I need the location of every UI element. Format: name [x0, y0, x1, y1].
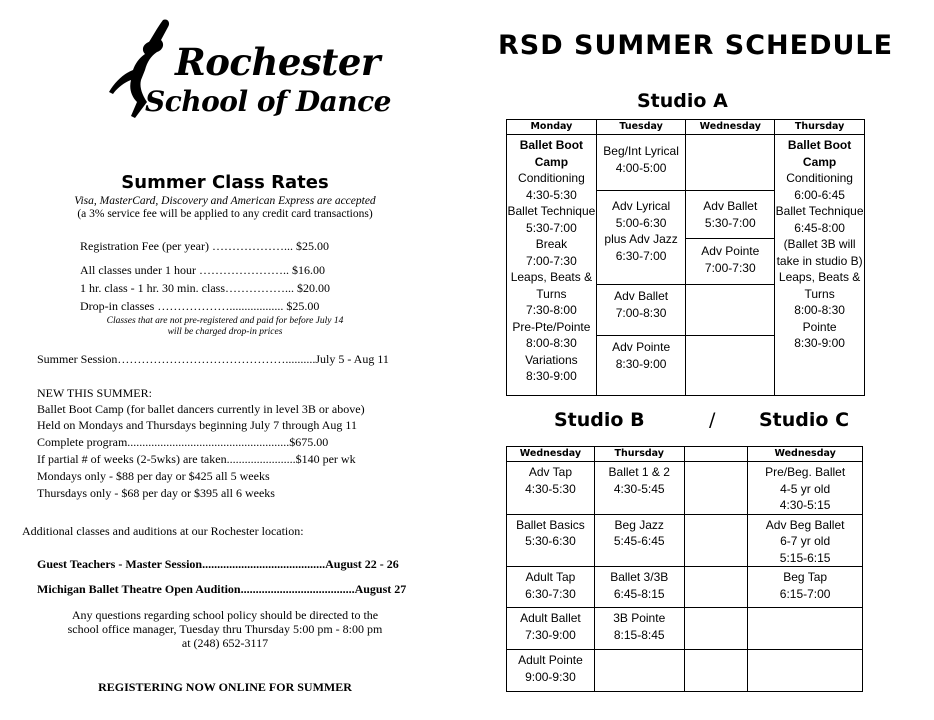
- questions-line2: school office manager, Tuesday thru Thursday 5:00 pm - 8:00 pm: [67, 622, 383, 636]
- studio-bc-table: [506, 446, 863, 692]
- class-line: Adv Ballet: [614, 289, 669, 303]
- bc-cell: [507, 514, 595, 567]
- rates-card-note: Visa, MasterCard, Discovery and American Express are accepted: [74, 195, 376, 207]
- class-line: Pointe: [802, 319, 837, 334]
- additional-classes: Additional classes and auditions at our Rochester location:: [22, 524, 304, 538]
- class-line: Beg/Int Lyrical: [603, 144, 679, 158]
- class-line: Adult Pointe: [518, 653, 583, 667]
- studio-a-table: [506, 119, 865, 396]
- class-line: Adv Beg Ballet: [765, 517, 845, 532]
- header-tuesday: Tuesday: [596, 120, 686, 135]
- class-line: 3B Pointe: [613, 611, 666, 625]
- studio-separator: /: [709, 409, 716, 431]
- header-thursday: Thursday: [775, 120, 865, 135]
- class-line: Ballet Basics: [516, 517, 585, 532]
- class-line: take in studio B): [776, 253, 863, 268]
- class-line: Camp: [534, 154, 569, 169]
- header-wednesday: Wednesday: [686, 120, 775, 135]
- bc-cell: [594, 608, 684, 650]
- studio-a-heading: Studio A: [637, 90, 728, 112]
- rate-under-hour: All classes under 1 hour ………………….. $16.00: [80, 263, 325, 277]
- bc-cell: [507, 650, 595, 692]
- class-line: 6-7 yr old: [780, 534, 831, 548]
- class-line: 7:00-7:30: [704, 260, 756, 275]
- class-line: Conditioning: [518, 171, 585, 185]
- new-summer-heading: NEW THIS SUMMER:: [37, 386, 152, 400]
- rate-registration: Registration Fee (per year) ………………... $25.00: [80, 239, 329, 253]
- class-line: 5:00-6:30: [615, 215, 667, 230]
- new-summer-line: Mondays only - $88 per day or $425 all 5 weeks: [37, 469, 270, 483]
- questions-line3: at (248) 652-3117: [181, 636, 269, 650]
- rates-title: Summer Class Rates: [121, 172, 329, 193]
- questions-line1: Any questions regarding school policy should be directed to the: [71, 608, 379, 622]
- class-line: 6:30-7:00: [615, 248, 667, 263]
- class-line: (Ballet 3B will: [783, 237, 856, 251]
- class-line: 7:30-8:00: [526, 303, 577, 317]
- class-line: plus Adv Jazz: [604, 232, 678, 246]
- class-line: 5:30-7:00: [526, 220, 577, 235]
- class-line: 4:30-5:30: [526, 187, 577, 202]
- rates-fee-note: (a 3% service fee will be applied to any credit card transactions): [77, 208, 373, 220]
- wednesday-cell: [686, 285, 775, 336]
- summer-session: Summer Session……………………………………..........July 5 - Aug 11: [37, 352, 389, 366]
- class-line: 5:30-7:00: [704, 215, 756, 230]
- bc-cell: [684, 514, 748, 567]
- class-line: Conditioning: [786, 171, 853, 185]
- class-line: 8:00-8:30: [526, 336, 577, 350]
- class-line: Break: [535, 237, 568, 251]
- class-line: Ballet Boot: [519, 138, 584, 152]
- header-wednesday: Wednesday: [507, 447, 595, 462]
- rates-note-line1: Classes that are not pre-registered and paid for before July 14: [106, 316, 344, 326]
- class-line: Beg Tap: [783, 570, 828, 584]
- class-line: Adv Ballet: [703, 199, 758, 213]
- class-line: 4:30-5:30: [525, 481, 576, 496]
- header-thursday: Thursday: [594, 447, 684, 462]
- class-line: 8:15-8:45: [613, 627, 665, 642]
- class-line: Pre/Beg. Ballet: [765, 465, 846, 479]
- right-panel: [470, 0, 934, 720]
- bc-cell: [594, 567, 684, 608]
- class-line: 6:30-7:30: [525, 586, 576, 601]
- class-line: Ballet Boot: [787, 138, 852, 152]
- class-line: Variations: [525, 352, 578, 367]
- bc-cell: [507, 567, 595, 608]
- class-line: 4:30-5:15: [779, 498, 831, 512]
- class-line: Pre-Pte/Pointe: [512, 319, 591, 334]
- logo-text-line1: Rochester: [175, 40, 380, 84]
- bc-cell: [594, 514, 684, 567]
- new-summer-line: If partial # of weeks (2-5wks) are taken.......................$140 per wk: [37, 452, 356, 466]
- bc-cell: [594, 462, 684, 515]
- schedule-title: RSD SUMMER SCHEDULE: [498, 30, 894, 61]
- tuesday-cell: [596, 135, 686, 191]
- class-line: Ballet 1 & 2: [608, 465, 670, 479]
- school-logo: [105, 18, 395, 128]
- bc-cell: [507, 608, 595, 650]
- bc-cell: [684, 650, 748, 692]
- class-line: 8:30-9:00: [615, 356, 667, 371]
- wednesday-cell: [686, 191, 775, 239]
- bc-cell: [748, 608, 863, 650]
- registering-banner: REGISTERING NOW ONLINE FOR SUMMER: [98, 680, 352, 694]
- class-line: 7:30-9:00: [525, 627, 576, 642]
- class-line: Ballet Technique: [775, 204, 864, 218]
- class-line: 6:45-8:15: [613, 586, 665, 601]
- bc-cell: [684, 567, 748, 608]
- class-line: 5:30-6:30: [525, 534, 576, 548]
- bc-cell: [684, 462, 748, 515]
- class-line: Adv Lyrical: [611, 199, 671, 213]
- guest-teachers: Guest Teachers - Master Session.........................................August 22 - 26: [37, 557, 399, 571]
- class-line: Adult Ballet: [520, 611, 581, 625]
- new-summer-line: Ballet Boot Camp (for ballet dancers currently in level 3B or above): [37, 402, 365, 416]
- wednesday-cell: [686, 135, 775, 191]
- bc-cell: [748, 567, 863, 608]
- bc-cell: [748, 514, 863, 567]
- class-line: 6:45-8:00: [794, 220, 845, 235]
- class-line: 4:30-5:45: [613, 481, 665, 496]
- class-line: Adv Tap: [528, 465, 572, 479]
- class-line: 5:15-6:15: [779, 550, 831, 565]
- class-line: Leaps, Beats &: [510, 270, 593, 284]
- left-panel: [0, 0, 460, 720]
- bc-cell: [748, 650, 863, 692]
- rate-one-hour: 1 hr. class - 1 hr. 30 min. class……………... $20.00: [80, 281, 330, 295]
- tuesday-cell: [596, 191, 686, 285]
- studio-c-heading: Studio C: [759, 409, 850, 431]
- class-line: 8:30-9:00: [526, 369, 577, 383]
- class-line: Leaps, Beats &: [778, 270, 861, 284]
- class-line: 9:00-9:30: [525, 669, 576, 684]
- class-line: 6:15-7:00: [779, 586, 831, 601]
- tuesday-cell: [596, 285, 686, 336]
- class-line: 7:00-7:30: [526, 253, 577, 268]
- rate-drop-in: Drop-in classes ……………….................. $25.00: [80, 299, 320, 313]
- header-blank: [684, 447, 748, 462]
- class-line: 7:00-8:30: [615, 305, 667, 320]
- studio-b-heading: Studio B: [554, 409, 645, 431]
- tuesday-cell: [596, 336, 686, 396]
- thursday-cell: [775, 135, 865, 396]
- class-line: Turns: [804, 286, 835, 301]
- class-line: 8:30-9:00: [794, 336, 845, 350]
- class-line: Adv Pointe: [701, 244, 760, 258]
- class-line: 4-5 yr old: [780, 481, 831, 496]
- bc-cell: [684, 608, 748, 650]
- header-wednesday-c: Wednesday: [748, 447, 863, 462]
- class-line: 6:00-6:45: [794, 187, 845, 202]
- bc-cell: [748, 462, 863, 515]
- class-line: Ballet 3/3B: [610, 570, 669, 584]
- class-line: Ballet Technique: [507, 204, 596, 218]
- bc-cell: [507, 462, 595, 515]
- new-summer-line: Complete program......................................................$675.00: [37, 435, 329, 449]
- class-line: 8:00-8:30: [794, 303, 845, 317]
- monday-cell: [507, 135, 597, 396]
- header-monday: Monday: [507, 120, 597, 135]
- class-line: Beg Jazz: [614, 517, 664, 532]
- class-line: Adv Pointe: [612, 340, 671, 354]
- bc-cell: [594, 650, 684, 692]
- new-summer-line: Thursdays only - $68 per day or $395 all 6 weeks: [37, 486, 275, 500]
- rates-note-line2: will be charged drop-in prices: [167, 327, 283, 337]
- logo-text-line2: School of Dance: [145, 85, 391, 118]
- class-line: Camp: [802, 154, 837, 169]
- michigan-audition: Michigan Ballet Theatre Open Audition......................................August 27: [37, 582, 407, 596]
- class-line: Adult Tap: [525, 570, 576, 584]
- wednesday-cell: [686, 336, 775, 396]
- wednesday-cell: [686, 239, 775, 285]
- class-line: Turns: [536, 286, 567, 301]
- class-line: 5:45-6:45: [613, 534, 665, 548]
- new-summer-line: Held on Mondays and Thursdays beginning July 7 through Aug 11: [37, 418, 357, 432]
- class-line: 4:00-5:00: [615, 160, 667, 175]
